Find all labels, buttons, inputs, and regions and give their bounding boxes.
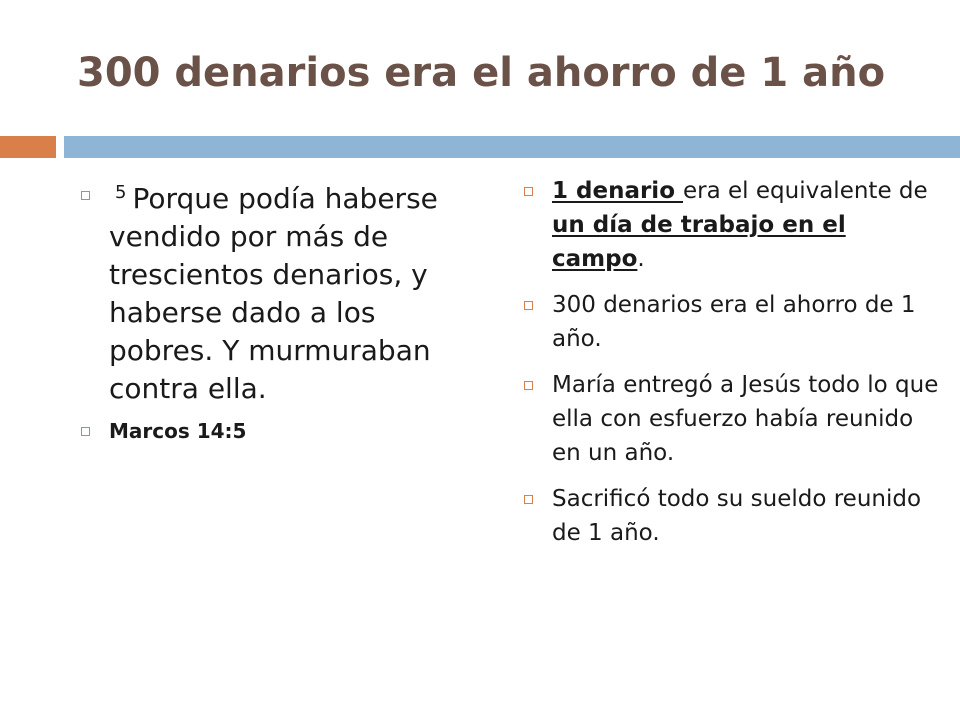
square-bullet-icon — [524, 187, 533, 196]
denario-text-block — [552, 174, 940, 276]
accent-bar-blue — [64, 136, 960, 158]
verse-number: 5 — [115, 182, 127, 203]
square-bullet-icon — [81, 191, 90, 200]
sacrifice-text: Sacrificó todo su sueldo reunido de 1 año. — [552, 486, 922, 546]
verse-reference: Marcos 14:5 — [109, 419, 247, 443]
left-bullet-list — [77, 174, 477, 446]
square-bullet-icon — [524, 495, 533, 504]
square-bullet-icon — [81, 427, 90, 436]
square-bullet-icon — [524, 301, 533, 310]
savings-text: 300 denarios era el ahorro de 1 año. — [552, 292, 916, 352]
denario-bullet-item — [520, 174, 940, 276]
sacrifice-bullet-item — [520, 482, 940, 550]
accent-bar-orange — [0, 136, 56, 158]
right-bullet-list — [520, 174, 940, 562]
square-bullet-icon — [524, 381, 533, 390]
slide-title: 300 denarios era el ahorro de 1 año — [77, 50, 886, 96]
savings-bullet-item — [520, 288, 940, 356]
maria-text: María entregó a Jesús todo lo que ella con esfuerzo había reunido en un año. — [552, 372, 939, 466]
verse-bullet-item — [77, 174, 477, 408]
verse-text-block — [109, 174, 477, 408]
verse-text: Porque podía haberse vendido por más de trescientos denarios, y haberse dado a los pobres. Y murmuraban contra ella. — [109, 182, 438, 405]
denario-text-middle: era el equivalente de — [683, 178, 928, 204]
workday-term: un día de trabajo en el campo — [552, 212, 846, 272]
maria-bullet-item — [520, 368, 940, 470]
denario-text-end: . — [637, 246, 645, 272]
denario-term: 1 denario — [552, 178, 684, 204]
reference-bullet-item — [77, 416, 477, 446]
